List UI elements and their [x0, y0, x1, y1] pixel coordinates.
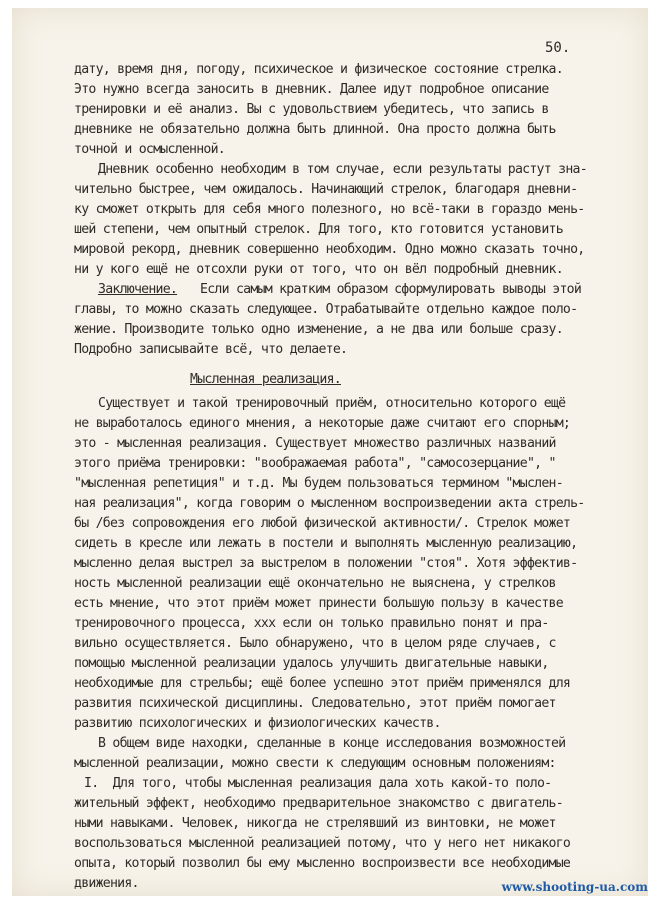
- text-line: жительный эффект, необходимо предварительное знакомство с двигатель-: [74, 796, 563, 811]
- text-line: движения.: [74, 876, 139, 891]
- text-line: тренировки и её анализ. Вы с удовольствием убедитесь, что запись в: [74, 102, 549, 117]
- text-line: главы, то можно сказать следующее. Отрабатывайте отдельно каждое поло-: [74, 302, 578, 317]
- text-line: есть мнение, что этот приём может принести большую пользу в качестве: [74, 596, 563, 611]
- section-heading: Заключение.: [98, 282, 178, 297]
- text-line: мысленной реализации, можно свести к следующим основным положениям:: [74, 756, 556, 771]
- text-line: чительно быстрее, чем ожидалось. Начинающий стрелок, благодаря дневни-: [74, 182, 578, 197]
- text-line: опыта, который позволил бы ему мысленно воспроизвести все необходимые: [74, 856, 571, 871]
- text-line: Подробно записывайте всё, что делаете.: [74, 342, 348, 357]
- text-line: дневнике не обязательно должна быть длинной. Она просто должна быть: [74, 122, 556, 137]
- page-number: 50.: [545, 40, 571, 56]
- text-line: дату, время дня, погоду, психическое и физическое состояние стрелка.: [74, 62, 563, 77]
- text-line: необходимые для стрельбы; ещё более успешно этот приём применялся для: [74, 676, 571, 691]
- text-line: тренировочного процесса, ххх если он только правильно понят и пра-: [74, 616, 549, 631]
- text-line: Если самым кратким образом сформулировать выводы этой: [200, 282, 582, 297]
- text-line: мысленно делая выстрел за выстрелом в положении "стоя". Хотя эффектив-: [74, 556, 578, 571]
- text-line: это - мысленная реализация. Существует множество различных названий: [74, 436, 556, 451]
- text-line: помощью мысленной реализации удалось улучшить двигательные навыки,: [74, 656, 549, 671]
- text-line: развития психической дисциплины. Следовательно, этот приём помогает: [74, 696, 556, 711]
- text-line: I. Для того, чтобы мысленная реализация дала хоть какой-то поло-: [84, 776, 552, 791]
- text-line: В общем виде находки, сделанные в конце исследования возможностей: [98, 736, 566, 751]
- text-line: "мысленная репетиция" и т.д. Мы будем пользоваться термином "мыслен-: [74, 476, 563, 491]
- text-line: бы /без сопровождения его любой физической активности/. Стрелок может: [74, 516, 571, 531]
- text-line: Существует и такой тренировочный приём, относительно которого ещё: [98, 396, 566, 411]
- text-line: Это нужно всегда заносить в дневник. Далее идут подробное описание: [74, 82, 549, 97]
- text-line: сидеть в кресле или лежать в постели и выполнять мысленную реализацию,: [74, 536, 578, 551]
- section-heading: Мысленная реализация.: [190, 372, 341, 387]
- text-line: точной и осмысленной.: [74, 142, 225, 157]
- text-line: развитию психологических и физиологических качеств.: [74, 716, 441, 731]
- text-line: ку сможет открыть для себя много полезного, но всё-таки в гораздо мень-: [74, 202, 585, 217]
- watermark: www.shooting-ua.com: [501, 880, 648, 894]
- text-line: мировой рекорд, дневник совершенно необходим. Одно можно сказать точно,: [74, 242, 585, 257]
- text-line: ность мысленной реализации ещё окончательно не выяснена, у стрелков: [74, 576, 556, 591]
- text-line: ными навыками. Человек, никогда не стрелявший из винтовки, не может: [74, 816, 556, 831]
- text-line: не выработалось единого мнения, а некоторые даже считают его спорным;: [74, 416, 571, 431]
- text-line: шей степени, чем опытный стрелок. Для того, кто готовится установить: [74, 222, 563, 237]
- text-line: Дневник особенно необходим в том случае, если результаты растут зна-: [98, 162, 587, 177]
- text-line: вильно осуществляется. Было обнаружено, что в целом ряде случаев, с: [74, 636, 556, 651]
- text-line: воспользоваться мысленной реализацией потому, что у него нет никакого: [74, 836, 571, 851]
- text-line: этого приёма тренировки: "воображаемая работа", "самосозерцание", ": [74, 456, 556, 471]
- text-line: ная реализация", когда говорим о мысленном воспроизведении акта стрель-: [74, 496, 585, 511]
- text-line: ни у кого ещё не отсохли руки от того, что он вёл подробный дневник.: [74, 262, 563, 277]
- text-line: жение. Производите только одно изменение, а не два или больше сразу.: [74, 322, 563, 337]
